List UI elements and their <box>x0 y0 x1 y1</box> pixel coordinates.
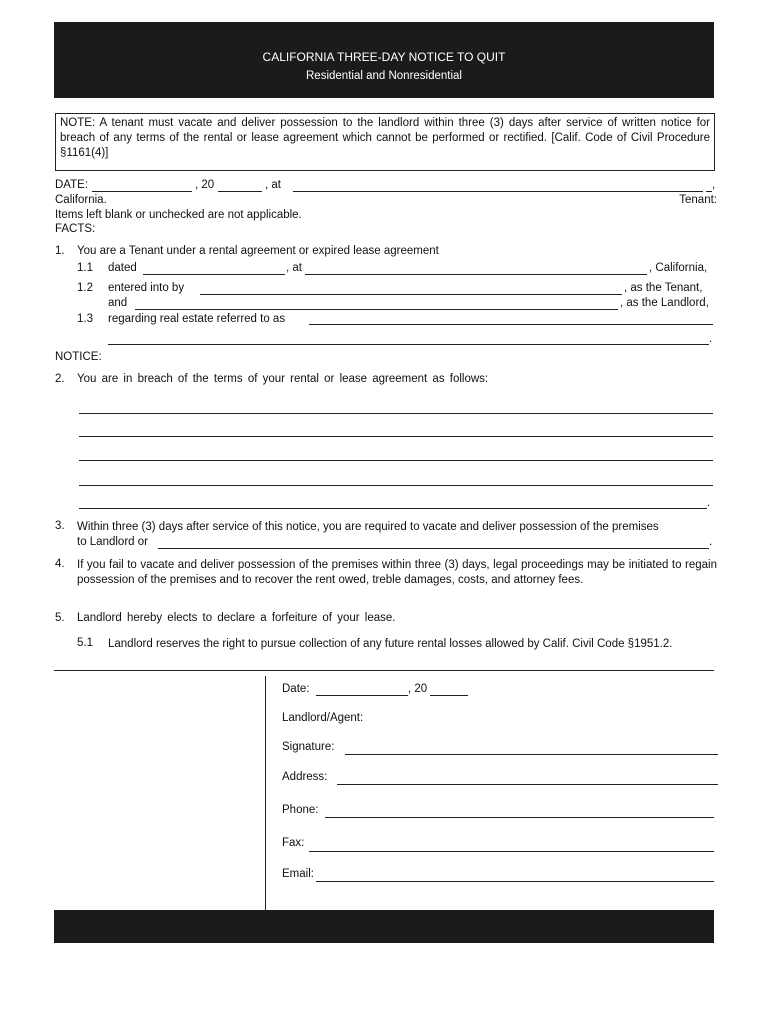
fact-1-1-california: , California, <box>649 262 708 274</box>
date-field[interactable] <box>92 191 192 192</box>
as-landlord-label: , as the Landlord, <box>620 297 709 309</box>
facts-heading: FACTS: <box>55 223 96 235</box>
real-estate-field[interactable] <box>309 324 713 325</box>
notice-3-cont: to Landlord or <box>77 536 148 548</box>
signature-column-divider <box>265 676 266 910</box>
location-field[interactable] <box>293 191 703 192</box>
phone-label: Phone: <box>282 804 319 816</box>
signature-field[interactable] <box>345 754 718 755</box>
landlord-name-field[interactable] <box>135 309 618 310</box>
date-year-field[interactable] <box>218 191 262 192</box>
fact-1-2-and: and <box>108 297 128 309</box>
signature-label: Signature: <box>282 741 335 753</box>
sig-date-label: Date: <box>282 683 310 695</box>
notice-2-number: 2. <box>55 373 65 385</box>
fact-1-1-at-label: , at <box>286 262 302 274</box>
fact-1-number: 1. <box>55 245 65 257</box>
notice-5-1-number: 5.1 <box>77 637 93 649</box>
form-subtitle: Residential and Nonresidential <box>306 70 462 82</box>
blank-items-note: Items left blank or unchecked are not applicable. <box>55 209 302 221</box>
tenant-label: Tenant: <box>679 194 717 206</box>
sig-date-field[interactable] <box>316 695 408 696</box>
notice-2-end: . <box>707 497 711 509</box>
at-label: , at <box>265 179 281 191</box>
notice-5-1-text: Landlord reserves the right to pursue collection of any future rental losses allowed by Calif. Civil Code §1951.2. <box>108 638 673 650</box>
breach-line-4[interactable] <box>79 485 713 486</box>
notice-4-number: 4. <box>55 558 65 570</box>
notice-3-text: Within three (3) days after service of this notice, you are required to vacate and deliver possession of the premises <box>77 521 659 533</box>
form-header <box>54 22 714 98</box>
notice-4-text: If you fail to vacate and deliver possession of the premises within three (3) days, legal proceedings may be initiated to regain possession of the premises and to recover the rent owed, treble damages, costs, and attorney fees. <box>77 559 717 586</box>
fact-1-1-dated-label: dated <box>108 262 137 274</box>
signature-divider <box>54 670 714 671</box>
location-field-tail[interactable] <box>706 191 712 192</box>
sig-date-year-prefix: , 20 <box>408 683 428 695</box>
fact-1-2-number: 1.2 <box>77 282 93 294</box>
breach-line-5[interactable] <box>79 508 707 509</box>
fact-1-2-text: entered into by <box>108 282 185 294</box>
breach-line-2[interactable] <box>79 436 713 437</box>
date-year-prefix: , 20 <box>195 179 215 191</box>
alternate-recipient-field[interactable] <box>158 548 709 549</box>
date-label: DATE: <box>55 179 89 191</box>
tenant-name-field[interactable] <box>200 294 622 295</box>
email-field[interactable] <box>316 881 714 882</box>
fax-label: Fax: <box>282 837 305 849</box>
california-label: California. <box>55 194 107 206</box>
agreement-location-field[interactable] <box>305 274 647 275</box>
notice-2-text: You are in breach of the terms of your rental or lease agreement as follows: <box>77 373 489 385</box>
agreement-date-field[interactable] <box>143 274 285 275</box>
fact-1-1-number: 1.1 <box>77 262 93 274</box>
notice-5-number: 5. <box>55 612 65 624</box>
fact-1-3-number: 1.3 <box>77 313 93 325</box>
form-title: CALIFORNIA THREE-DAY NOTICE TO QUIT <box>262 50 506 64</box>
address-label: Address: <box>282 771 328 783</box>
notice-3-number: 3. <box>55 520 65 532</box>
breach-line-3[interactable] <box>79 460 713 461</box>
form-footer-bar <box>54 910 714 943</box>
location-end-comma: , <box>712 179 716 191</box>
legal-note-box: NOTE: A tenant must vacate and deliver possession to the landlord within three (3) days after service of written notice for breach of any terms of the rental or lease agreement which cannot be performed or rectified. [Calif. Code of Civil Procedure §1161(4)] <box>55 113 715 171</box>
sig-date-year-field[interactable] <box>430 695 468 696</box>
notice-heading: NOTICE: <box>55 351 102 363</box>
email-label: Email: <box>282 868 314 880</box>
real-estate-field-line-2[interactable] <box>108 344 709 345</box>
address-field[interactable] <box>337 784 718 785</box>
as-tenant-label: , as the Tenant, <box>624 282 703 294</box>
landlord-agent-label: Landlord/Agent: <box>282 712 364 724</box>
fact-1-text: You are a Tenant under a rental agreement or expired lease agreement <box>77 245 439 257</box>
fact-1-3-end: . <box>709 333 713 345</box>
notice-5-text: Landlord hereby elects to declare a forfeiture of your lease. <box>77 612 396 624</box>
phone-field[interactable] <box>325 817 714 818</box>
fact-1-3-text: regarding real estate referred to as <box>108 313 286 325</box>
notice-3-end: . <box>709 536 713 548</box>
fax-field[interactable] <box>309 851 714 852</box>
breach-line-1[interactable] <box>79 413 713 414</box>
